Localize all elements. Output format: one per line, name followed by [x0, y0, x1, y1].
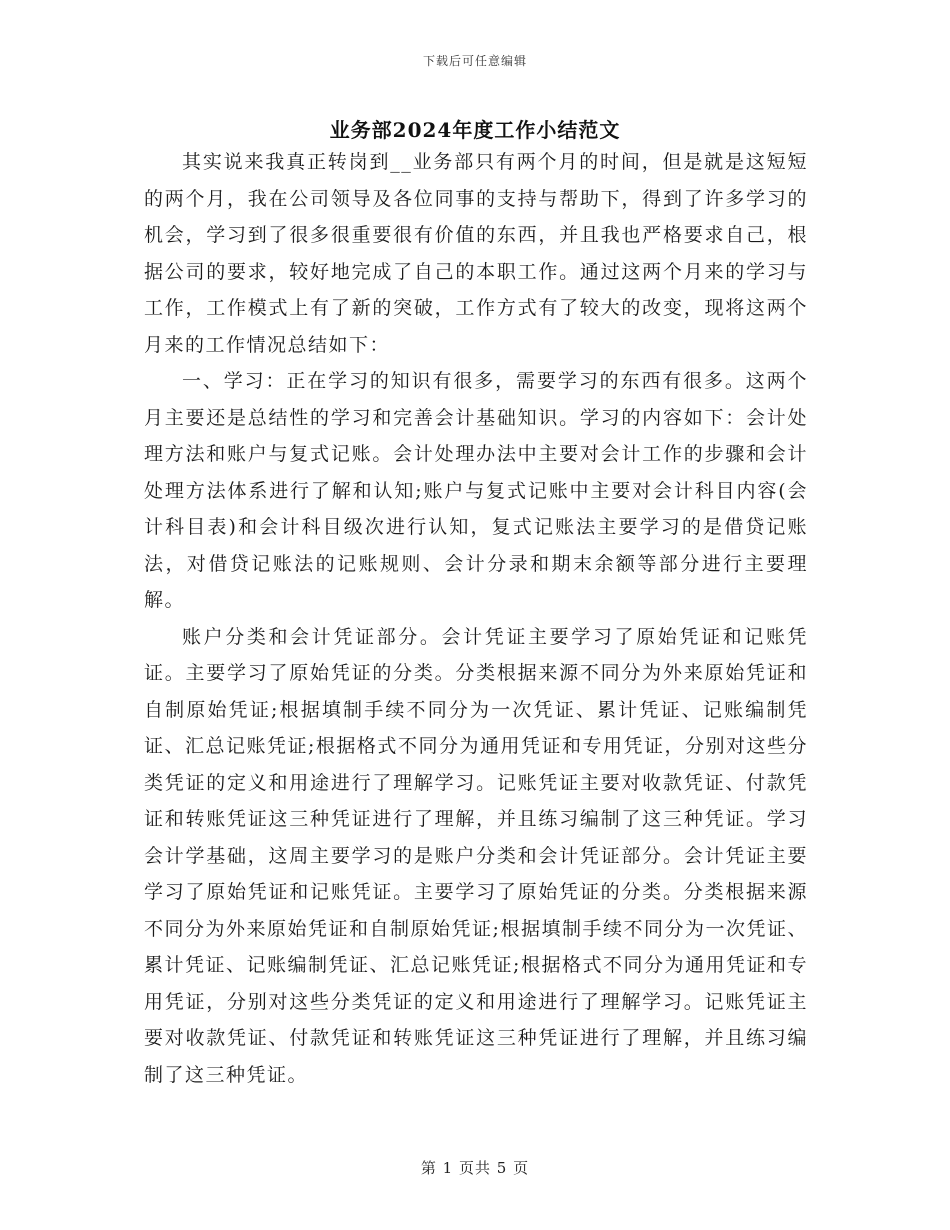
paragraph-vouchers: 账户分类和会计凭证部分。会计凭证主要学习了原始凭证和记账凭证。主要学习了原始凭证的分类。分类根据来源不同分为外来原始凭证和自制原始凭证;根据填制手续不同分为一次凭证、累计凭证、记账编制凭证、汇总记账凭证;根据格式不同分为通用凭证和专用凭证，分别对这些分类凭证的定义和用途进行了理解学习。记账凭证主要对收款凭证、付款凭证和转账凭证这三种凭证进行了理解，并且练习编制了这三种凭证。学习会计学基础，这周主要学习的是账户分类和会计凭证部分。会计凭证主要学习了原始凭证和记账凭证。主要学习了原始凭证的分类。分类根据来源不同分为外来原始凭证和自制原始凭证;根据填制手续不同分为一次凭证、累计凭证、记账编制凭证、汇总记账凭证;根据格式不同分为通用凭证和专用凭证，分别对这些分类凭证的定义和用途进行了理解学习。记账凭证主要对收款凭证、付款凭证和转账凭证这三种凭证进行了理解，并且练习编制了这三种凭证。: [144, 625, 808, 1086]
document-title: 业务部2024年度工作小结范文: [329, 118, 621, 142]
page-header: 下载后可任意编辑: [422, 54, 527, 68]
paragraph-study: 一、学习：正在学习的知识有很多，需要学习的东西有很多。这两个月主要还是总结性的学习和完善会计基础知识。学习的内容如下：会计处理方法和账户与复式记账。会计处理办法中主要对会计工作的步骤和会计处理方法体系进行了解和认知;账户与复式记账中主要对会计科目内容(会计科目表)和会计科目级次进行认知，复式记账法主要学习的是借贷记账法，对借贷记账法的记账规则、会计分录和期末余额等部分进行主要理解。: [144, 370, 808, 611]
document-body: [144, 144, 808, 1093]
paragraph-intro: 其实说来我真正转岗到__业务部只有两个月的时间，但是就是这短短的两个月，我在公司领导及各位同事的支持与帮助下，得到了许多学习的机会，学习到了很多很重要很有价值的东西，并且我也严格要求自己，根据公司的要求，较好地完成了自己的本职工作。通过这两个月来的学习与工作，工作模式上有了新的突破，工作方式有了较大的改变，现将这两个月来的工作情况总结如下：: [144, 151, 808, 356]
page-footer: 第 1 页共 5 页: [420, 1159, 530, 1177]
